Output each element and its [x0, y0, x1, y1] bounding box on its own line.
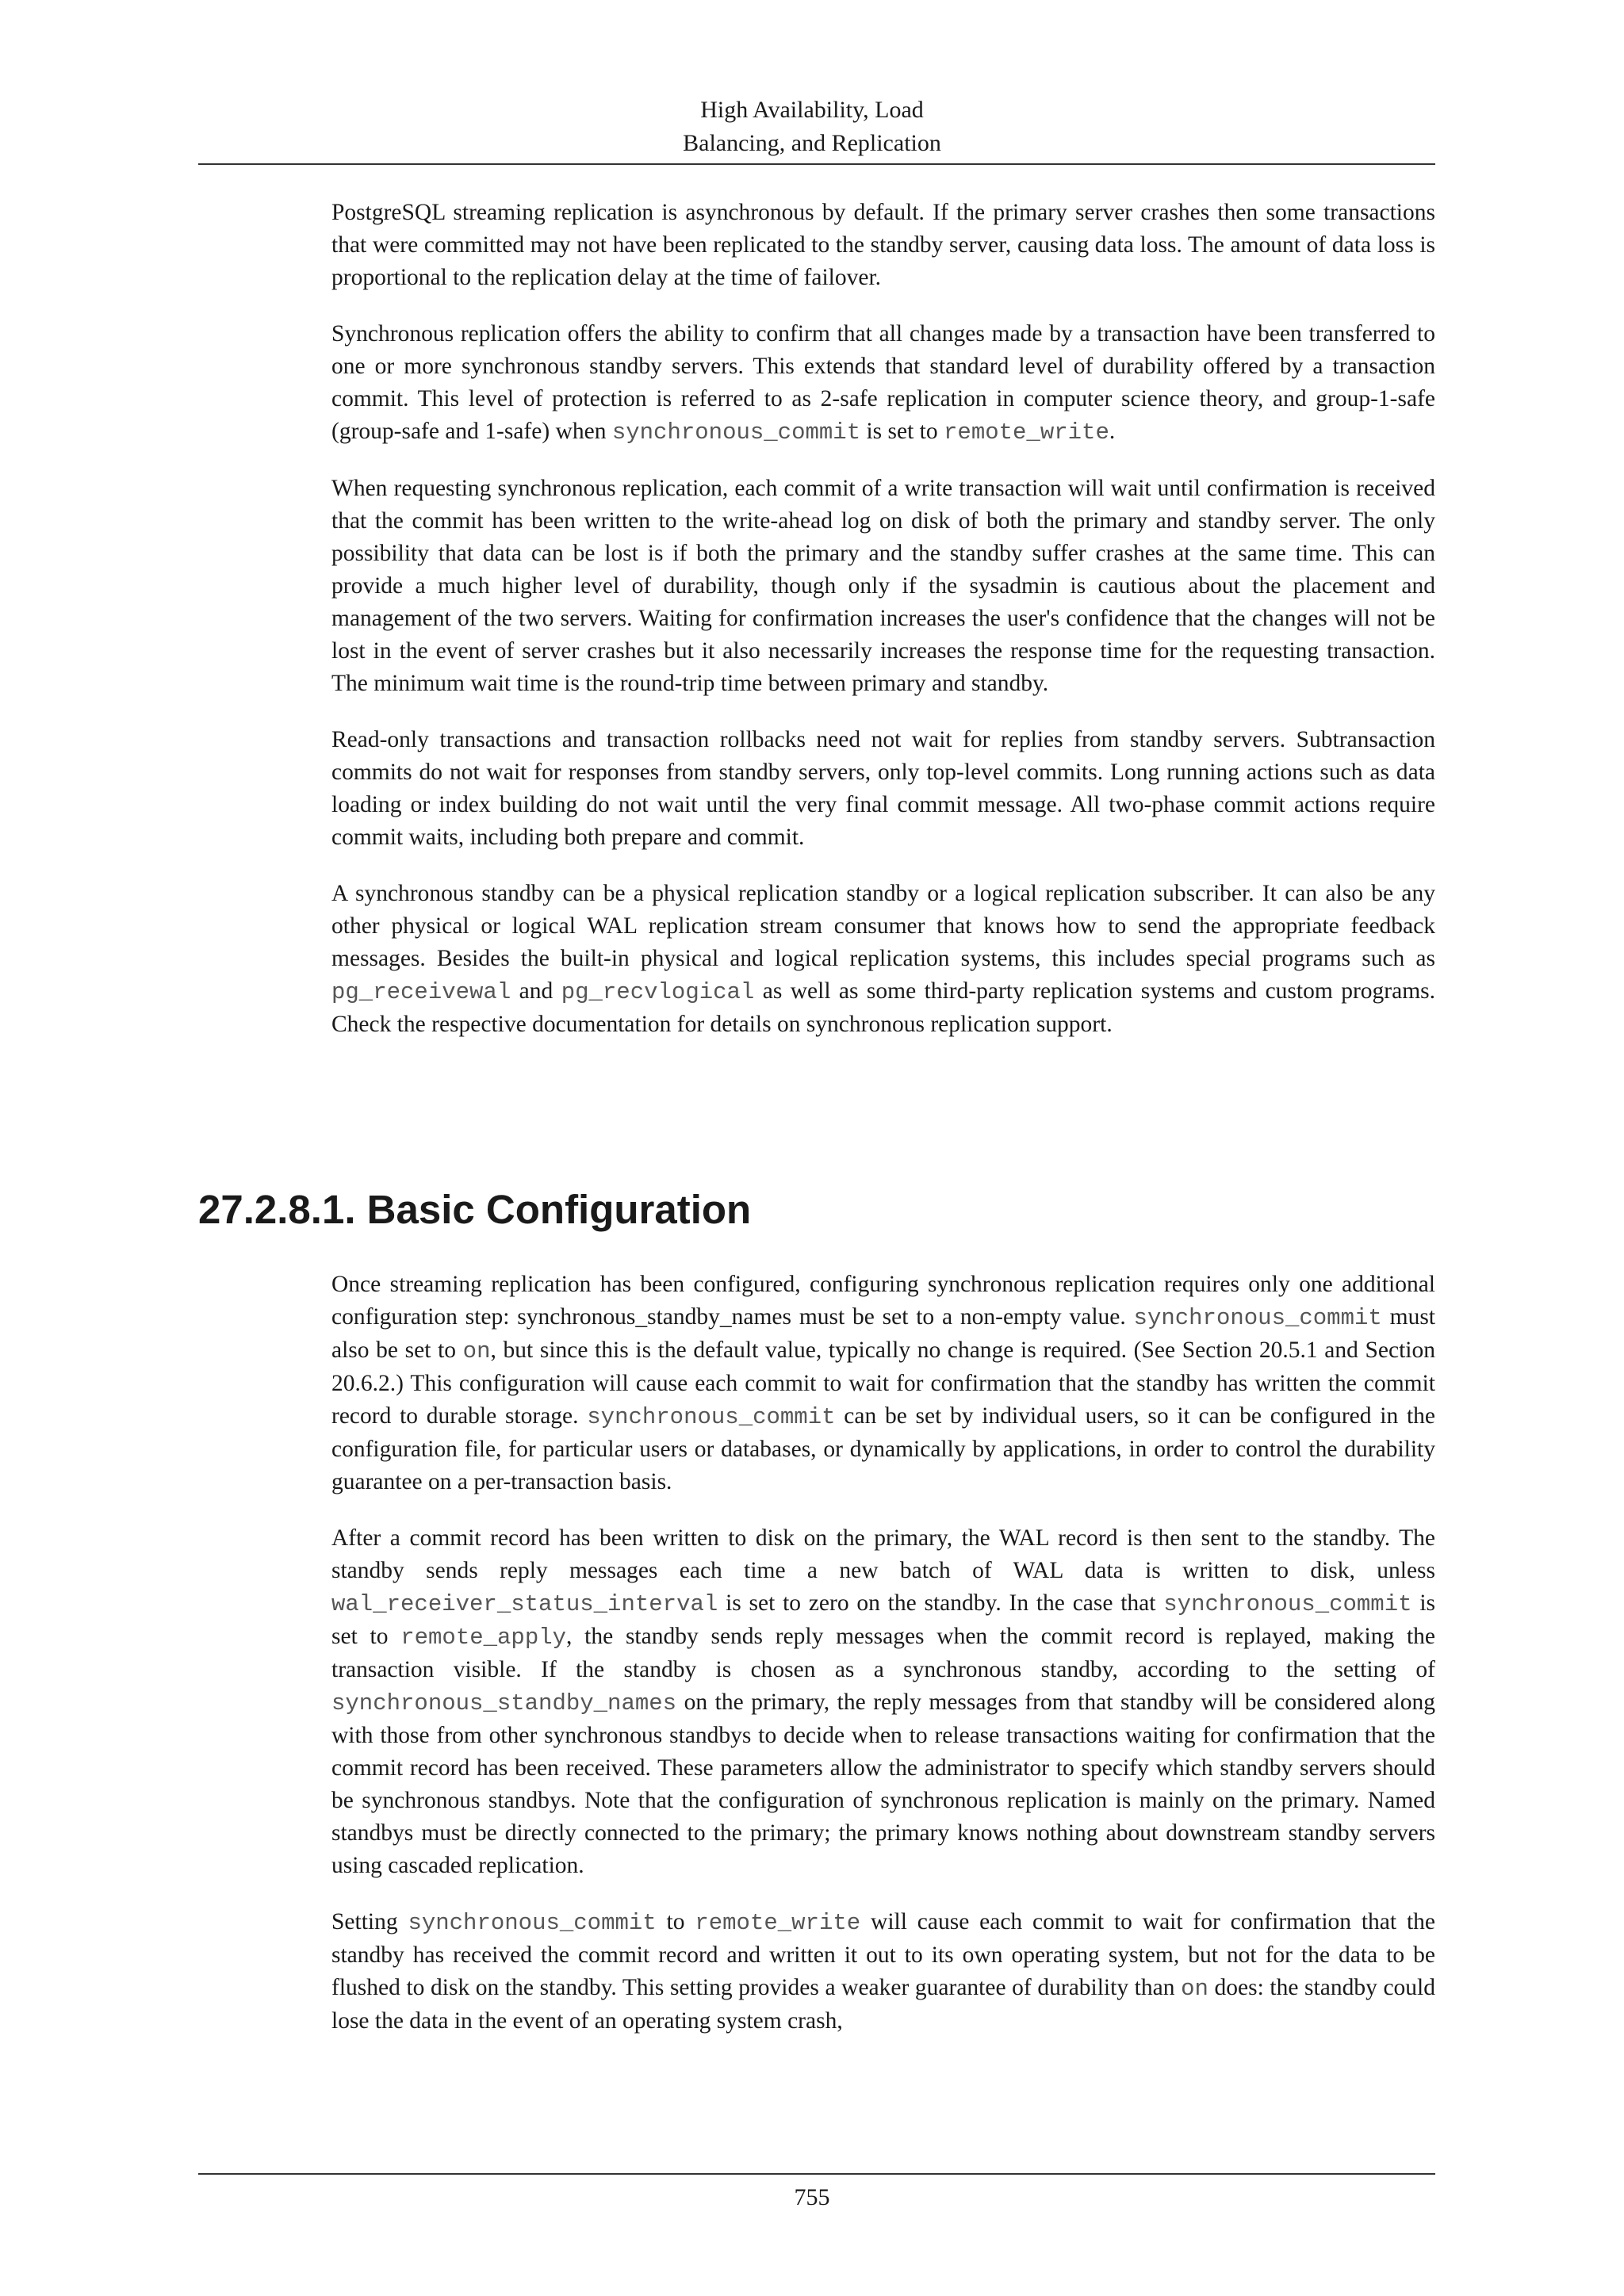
paragraph-synchronous-replication: Synchronous replication offers the ability to confirm that all changes made by a transaction have been transferred to one or more synchronous standby servers. This extends that standard level of durability offered by a transaction commit. This level of protection is referred to as 2-safe replication in computer science theory, and group-1-safe (group-safe and 1-safe) when synchronous_commit is set to remote_write. [331, 321, 1435, 446]
code-synchronous-standby-names: synchronous_standby_names [331, 1690, 677, 1716]
running-header-line-1: High Availability, Load [700, 97, 924, 123]
section-heading: 27.2.8.1. Basic Configuration [198, 1187, 752, 1232]
section-body-text [331, 1269, 1435, 2061]
code-wal-receiver-status-interval: wal_receiver_status_interval [331, 1591, 718, 1617]
code-on: on [462, 1338, 491, 1364]
code-remote-write: remote_write [695, 1910, 861, 1936]
code-remote-write: remote_write [944, 419, 1109, 446]
code-synchronous-commit: synchronous_commit [1133, 1305, 1382, 1331]
footer-rule [198, 2173, 1435, 2175]
code-synchronous-commit: synchronous_commit [611, 419, 861, 446]
running-header-line-2: Balancing, and Replication [683, 130, 941, 156]
code-synchronous-commit: synchronous_commit [587, 1404, 836, 1430]
code-remote-apply: remote_apply [400, 1624, 567, 1651]
paragraph-remote-write-setting: Setting synchronous_commit to remote_write will cause each commit to wait for confirmation that the standby has received the commit record and written it out to its own operating system, but not for the data to be flushed to disk on the standby. This setting provides a weaker guarantee of durability than on does: the standby could lose the data in the event of an operating system crash, [331, 1909, 1435, 2034]
paragraph-commit-record: After a commit record has been written to disk on the primary, the WAL record is then sent to the standby. The standby sends reply messages each time a new batch of WAL data is written to disk, unless wal_receiver_status_interval is set to zero on the standby. In the case that synchronous_commit is set to remote_apply, the standby sends reply messages when the commit record is replayed, making the transaction visible. If the standby is chosen as a synchronous standby, according to the setting of synchronous_standby_names on the primary, the reply messages from that standby will be considered along with those from other synchronous standbys to decide when to release transactions waiting for confirmation that the commit record has been received. These parameters allow the administrator to specify which standby servers should be synchronous standbys. Note that the configuration of synchronous replication is mainly on the primary. Named standbys must be directly connected to the primary; the primary knows nothing about downstream standby servers using cascaded replication. [331, 1525, 1435, 1878]
code-pg-recvlogical: pg_recvlogical [561, 979, 755, 1005]
paragraph-async-replication: PostgreSQL streaming replication is asynchronous by default. If the primary server crashes then some transactions that were committed may not have been replicated to the standby server, causing data loss. The amount of data loss is proportional to the replication delay at the time of failover. [331, 200, 1435, 290]
running-header [0, 94, 1624, 160]
code-synchronous-commit: synchronous_commit [1163, 1591, 1412, 1617]
code-synchronous-commit: synchronous_commit [408, 1910, 657, 1936]
page-number: 755 [794, 2184, 830, 2210]
paragraph-basic-configuration: Once streaming replication has been configured, configuring synchronous replication requires only one additional configuration step: synchronous_standby_names must be set to a non-empty value. synchronous_commit must also be set to on, but since this is the default value, typically no change is required. (See Section 20.5.1 and Section 20.6.2.) This configuration will cause each commit to wait for confirmation that the standby has written the commit record to durable storage. synchronous_commit can be set by individual users, so it can be configured in the configuration file, for particular users or databases, or dynamically by applications, in order to control the durability guarantee on a per-transaction basis. [331, 1272, 1435, 1494]
paragraph-commit-wait: When requesting synchronous replication, each commit of a write transaction will wait until confirmation is received that the commit has been written to the write-ahead log on disk of both the primary and standby server. The only possibility that data can be lost is if both the primary and the standby suffer crashes at the same time. This can provide a much higher level of durability, though only if the sysadmin is cautious about the placement and management of the two servers. Waiting for confirmation increases the user's confidence that the changes will not be lost in the event of server crashes but it also necessarily increases the response time for the requesting transaction. The minimum wait time is the round-trip time between primary and standby. [331, 476, 1435, 696]
code-pg-receivewal: pg_receivewal [331, 979, 511, 1005]
body-text [331, 197, 1435, 1065]
paragraph-synchronous-standby-types: A synchronous standby can be a physical replication standby or a logical replication subscriber. It can also be any other physical or logical WAL replication stream consumer that knows how to send the appropriate feedback messages. Besides the built-in physical and logical replication systems, this includes special programs such as pg_receivewal and pg_recvlogical as well as some third-party replication systems and custom programs. Check the respective documentation for details on synchronous replication support. [331, 881, 1436, 1037]
header-rule [198, 163, 1435, 165]
paragraph-read-only-transactions: Read-only transactions and transaction rollbacks need not wait for replies from standby servers. Subtransaction commits do not wait for responses from standby servers, only top-level commits. Long running actions such as data loading or index building do not wait until the very final commit message. All two-phase commit actions require commit waits, including both prepare and commit. [331, 727, 1435, 850]
code-on: on [1181, 1976, 1208, 2002]
